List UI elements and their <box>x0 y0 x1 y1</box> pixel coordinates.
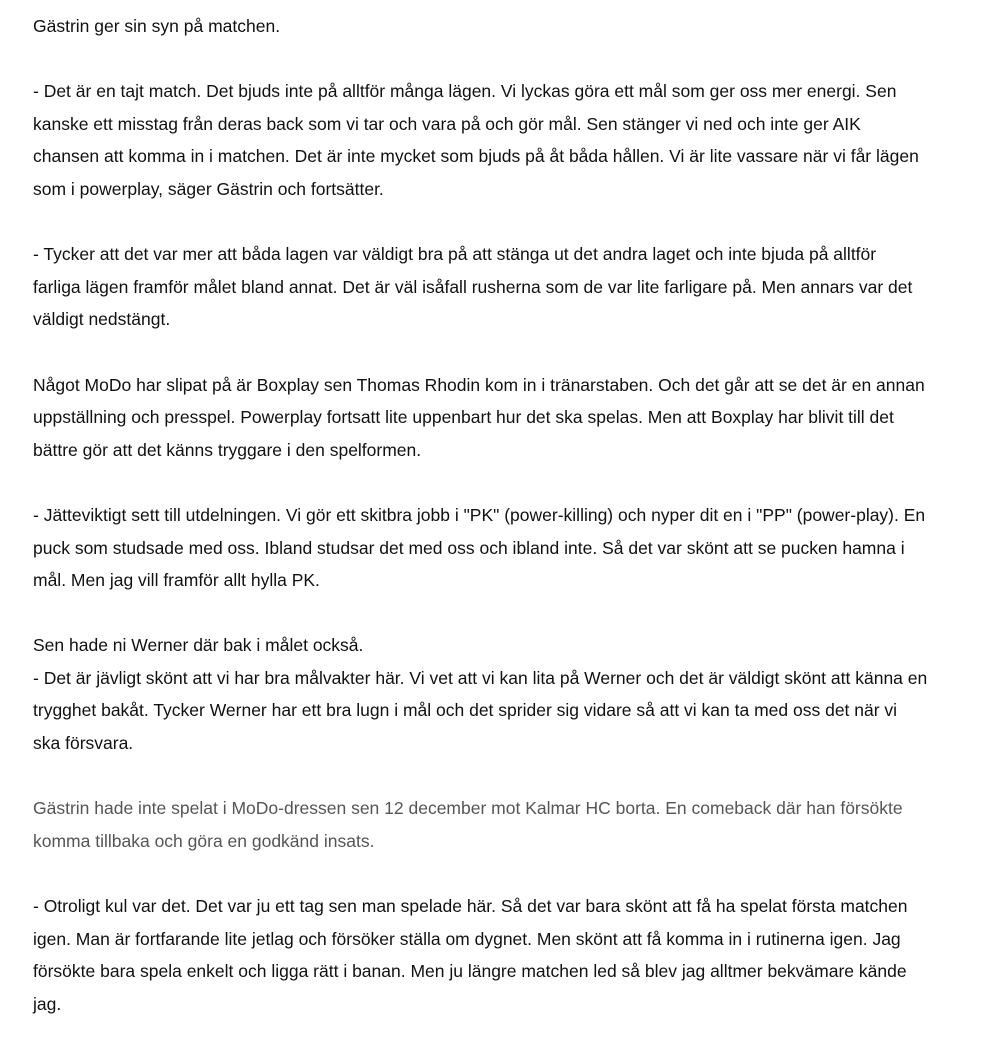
text-line: uppställning och presspel. Powerplay fortsatt lite uppenbart hur det ska spelas. Men att Boxplay har blivit till det <box>33 407 894 428</box>
text-line: - Tycker att det var mer att båda lagen var väldigt bra på att stänga ut det andra laget och inte bjuda på alltför <box>33 244 877 265</box>
paragraph-quote-4 <box>33 890 983 1020</box>
text-line: - Det är en tajt match. Det bjuds inte på alltför många lägen. Vi lyckas göra ett mål som ger oss mer energi. Sen <box>33 81 897 102</box>
text-line: ska försvara. <box>33 733 134 754</box>
paragraph-gap <box>33 597 983 630</box>
paragraph-quote-2 <box>33 238 983 336</box>
text-line: igen. Man är fortfarande lite jetlag och försöker ställa om dygnet. Men skönt att få komma in i rutinerna igen. Jag <box>33 928 901 949</box>
text-line: Gästrin ger sin syn på matchen. <box>33 16 281 36</box>
text-line: Sen hade ni Werner där bak i målet också. <box>33 635 364 656</box>
text-line: komma tillbaka och göra en godkänd insats. <box>33 830 375 851</box>
paragraph-intro <box>33 10 983 43</box>
article-body <box>33 10 983 1020</box>
text-line: Något MoDo har slipat på är Boxplay sen Thomas Rhodin kom in i tränarstaben. Och det går att se det är en annan <box>33 374 925 395</box>
text-line: jag. <box>33 993 62 1014</box>
paragraph-comeback <box>33 792 983 857</box>
text-line: försökte bara spela enkelt och ligga rätt i banan. Men ju längre matchen led så blev jag alltmer bekvämare kände <box>33 961 907 982</box>
text-line: - Det är jävligt skönt att vi har bra målvakter här. Vi vet att vi kan lita på Werner och det är väldigt skönt att känna en <box>33 667 928 688</box>
paragraph-werner <box>33 629 983 759</box>
paragraph-gap <box>33 857 983 890</box>
text-line: - Otroligt kul var det. Det var ju ett tag sen man spelade här. Så det var bara skönt att få ha spelat första matchen <box>33 896 908 917</box>
paragraph-boxplay <box>33 369 983 467</box>
paragraph-quote-3 <box>33 499 983 597</box>
paragraph-gap <box>33 336 983 369</box>
text-line: Gästrin hade inte spelat i MoDo-dressen sen 12 december mot Kalmar HC borta. En comeback där han försökte <box>33 798 903 819</box>
text-line: puck som studsade med oss. Ibland studsar det med oss och ibland inte. Så det var skönt att se pucken hamna i <box>33 537 905 558</box>
text-line: - Jätteviktigt sett till utdelningen. Vi gör ett skitbra jobb i "PK" (power-killing) och nyper dit en i "PP" (power-play). En <box>33 504 926 525</box>
text-line: mål. Men jag vill framför allt hylla PK. <box>33 570 320 591</box>
text-line: som i powerplay, säger Gästrin och fortsätter. <box>33 178 384 199</box>
paragraph-gap <box>33 43 983 76</box>
text-line: kanske ett misstag från deras back som vi tar och vara på och gör mål. Sen stänger vi ned och inte ger AIK <box>33 113 861 134</box>
paragraph-gap <box>33 206 983 239</box>
text-line: trygghet bakåt. Tycker Werner har ett bra lugn i mål och det sprider sig vidare så att vi kan ta med oss det när vi <box>33 700 898 721</box>
text-line: chansen att komma in i matchen. Det är inte mycket som bjuds på åt båda hållen. Vi är lite vassare när vi får lägen <box>33 146 919 167</box>
paragraph-gap <box>33 466 983 499</box>
paragraph-gap <box>33 760 983 793</box>
paragraph-quote-1 <box>33 75 983 205</box>
text-line: farliga lägen framför målet bland annat. Det är väl isåfall rusherna som de var lite farligare på. Men annars var det <box>33 276 913 297</box>
text-line: väldigt nedstängt. <box>33 309 171 330</box>
text-line: bättre gör att det känns tryggare i den spelformen. <box>33 439 422 460</box>
